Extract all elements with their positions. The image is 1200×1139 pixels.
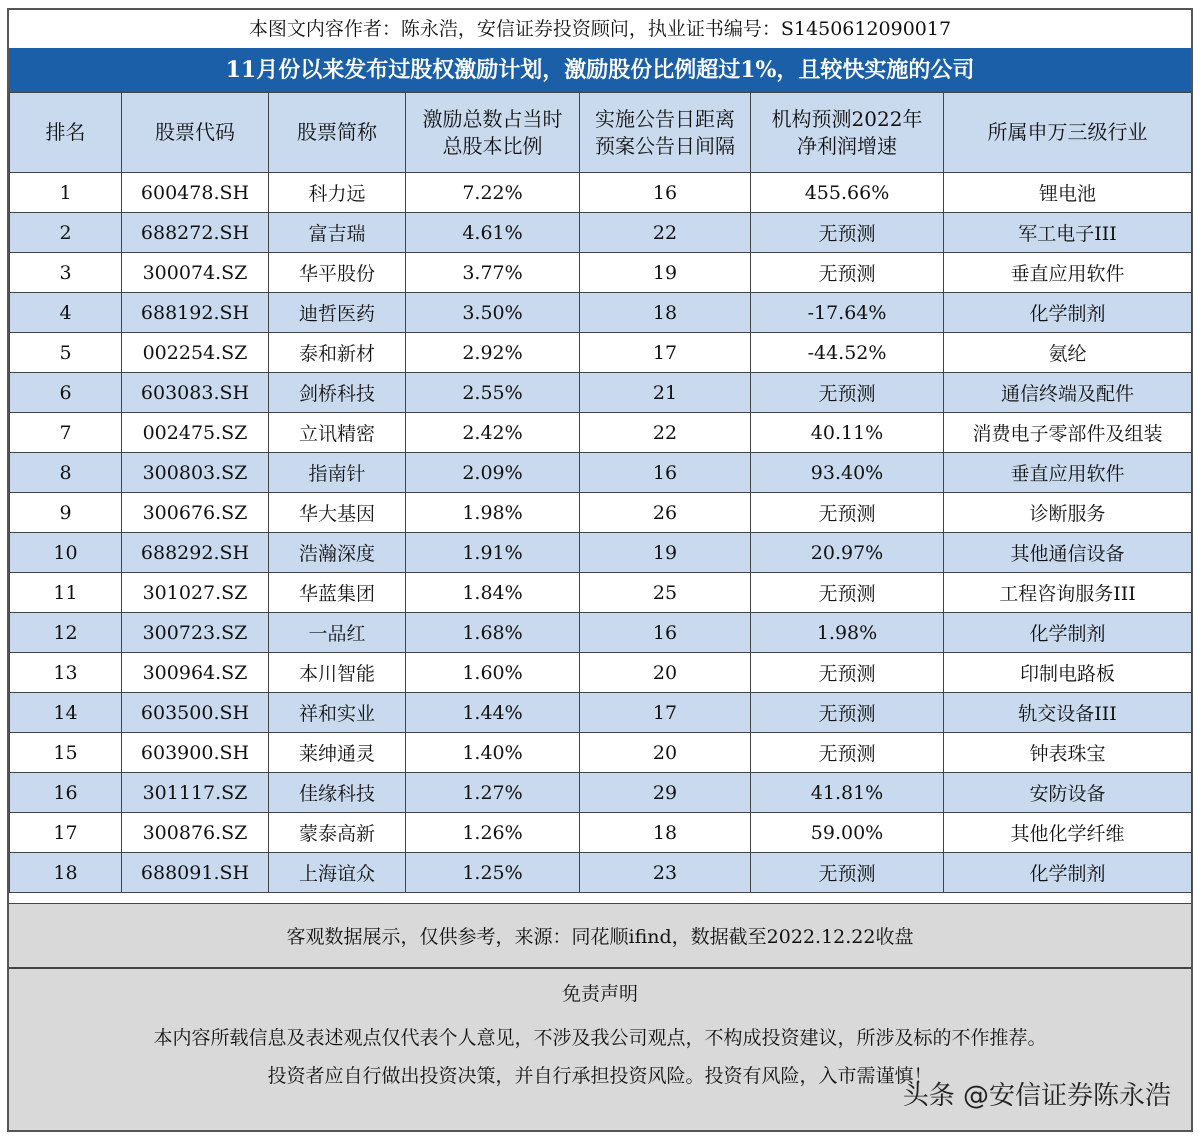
table-cell: 其他化学纤维	[944, 813, 1192, 853]
table-cell: 垂直应用软件	[944, 453, 1192, 493]
table-row	[10, 733, 1192, 773]
table-cell: 蒙泰高新	[269, 813, 406, 853]
table-cell: 13	[10, 653, 122, 693]
table-cell: 7.22%	[406, 173, 580, 213]
table-row	[10, 453, 1192, 493]
table-cell: 泰和新材	[269, 333, 406, 373]
disclaimer-title: 免责声明	[561, 983, 638, 1005]
table-cell: 10	[10, 533, 122, 573]
column-header	[751, 93, 944, 173]
table-cell: 印制电路板	[944, 653, 1192, 693]
table-cell: 1.98%	[751, 613, 944, 653]
table-cell: 化学制剂	[944, 613, 1192, 653]
table-cell: 1.68%	[406, 613, 580, 653]
source-note: 客观数据展示，仅供参考，来源：同花顺ifind，数据截至2022.12.22收盘	[9, 903, 1191, 969]
column-header-text: 激励总数占当时	[422, 106, 563, 131]
table-cell: 6	[10, 373, 122, 413]
table-cell: 1	[10, 173, 122, 213]
table-cell: 本川智能	[269, 653, 406, 693]
table-cell: 无预测	[751, 253, 944, 293]
table-cell: 无预测	[751, 573, 944, 613]
column-header-text: 排名	[45, 120, 86, 144]
table-cell: 8	[10, 453, 122, 493]
table-cell: 佳缘科技	[269, 773, 406, 813]
table-row	[10, 773, 1192, 813]
table-cell: 18	[10, 853, 122, 893]
table-cell: 祥和实业	[269, 693, 406, 733]
table-cell: 688091.SH	[122, 853, 269, 893]
table-cell: 17	[10, 813, 122, 853]
table-cell: 301117.SZ	[122, 773, 269, 813]
table-cell: 无预测	[751, 213, 944, 253]
table-cell: 300964.SZ	[122, 653, 269, 693]
table-row	[10, 413, 1192, 453]
table-row	[10, 373, 1192, 413]
table-cell: 300803.SZ	[122, 453, 269, 493]
table-cell: 603083.SH	[122, 373, 269, 413]
table-cell: 002254.SZ	[122, 333, 269, 373]
table-cell: 19	[580, 253, 751, 293]
table-cell: 600478.SH	[122, 173, 269, 213]
table-cell: 603900.SH	[122, 733, 269, 773]
table-cell: 工程咨询服务III	[944, 573, 1192, 613]
table-row	[10, 853, 1192, 893]
table-cell: 23	[580, 853, 751, 893]
table-row	[10, 573, 1192, 613]
table-cell: 29	[580, 773, 751, 813]
table-cell: 3	[10, 253, 122, 293]
table-body	[10, 173, 1192, 893]
table-cell: 22	[580, 413, 751, 453]
table-cell: 455.66%	[751, 173, 944, 213]
table-cell: 3.50%	[406, 293, 580, 333]
column-header	[122, 93, 269, 173]
table-cell: 诊断服务	[944, 493, 1192, 533]
table-cell: 301027.SZ	[122, 573, 269, 613]
table-cell: 93.40%	[751, 453, 944, 493]
table-row	[10, 693, 1192, 733]
header-row	[10, 93, 1192, 173]
table-cell: 20.97%	[751, 533, 944, 573]
table-cell: 锂电池	[944, 173, 1192, 213]
column-header-text: 所属申万三级行业	[987, 120, 1148, 144]
table-cell: 1.40%	[406, 733, 580, 773]
column-header-text: 股票代码	[155, 120, 235, 144]
table-cell: 钟表珠宝	[944, 733, 1192, 773]
table-cell: 16	[580, 173, 751, 213]
table-cell: 300723.SZ	[122, 613, 269, 653]
table-cell: 300876.SZ	[122, 813, 269, 853]
table-cell: 688292.SH	[122, 533, 269, 573]
table-cell: 1.84%	[406, 573, 580, 613]
table-cell: 华大基因	[269, 493, 406, 533]
table-cell: 无预测	[751, 373, 944, 413]
table-cell: 17	[580, 693, 751, 733]
table-cell: 华蓝集团	[269, 573, 406, 613]
table-cell: 无预测	[751, 733, 944, 773]
table-cell: 轨交设备III	[944, 693, 1192, 733]
table-cell: 20	[580, 733, 751, 773]
table-row	[10, 533, 1192, 573]
table-cell: 40.11%	[751, 413, 944, 453]
column-header	[10, 93, 122, 173]
table-cell: 15	[10, 733, 122, 773]
table-cell: 16	[10, 773, 122, 813]
table-cell: 11	[10, 573, 122, 613]
table-cell: 1.25%	[406, 853, 580, 893]
table-cell: 迪哲医药	[269, 293, 406, 333]
column-header	[269, 93, 406, 173]
table-cell: 无预测	[751, 693, 944, 733]
table-cell: 4.61%	[406, 213, 580, 253]
table-cell: 603500.SH	[122, 693, 269, 733]
table-cell: 4	[10, 293, 122, 333]
table-cell: 2.09%	[406, 453, 580, 493]
table-cell: 安防设备	[944, 773, 1192, 813]
table-cell: -44.52%	[751, 333, 944, 373]
table-cell: 5	[10, 333, 122, 373]
table-cell: 18	[580, 813, 751, 853]
table-cell: 无预测	[751, 493, 944, 533]
column-header-text: 预案公告日间隔	[595, 133, 735, 158]
table-cell: 1.44%	[406, 693, 580, 733]
table-cell: 浩瀚深度	[269, 533, 406, 573]
table-cell: 688272.SH	[122, 213, 269, 253]
table-cell: 17	[580, 333, 751, 373]
table-cell: 1.26%	[406, 813, 580, 853]
table-frame	[7, 8, 1193, 1132]
table-cell: 2	[10, 213, 122, 253]
table-cell: 氨纶	[944, 333, 1192, 373]
table-cell: 化学制剂	[944, 293, 1192, 333]
table-cell: 3.77%	[406, 253, 580, 293]
table-cell: 垂直应用软件	[944, 253, 1192, 293]
table-row	[10, 333, 1192, 373]
table-cell: 20	[580, 653, 751, 693]
table-cell: 1.27%	[406, 773, 580, 813]
table-cell: 一品红	[269, 613, 406, 653]
table-cell: 其他通信设备	[944, 533, 1192, 573]
table-cell: 通信终端及配件	[944, 373, 1192, 413]
column-header	[944, 93, 1192, 173]
incentive-table	[9, 92, 1192, 893]
table-cell: 上海谊众	[269, 853, 406, 893]
table-row	[10, 493, 1192, 533]
table-cell: 9	[10, 493, 122, 533]
table-cell: 59.00%	[751, 813, 944, 853]
table-cell: 1.60%	[406, 653, 580, 693]
table-cell: 21	[580, 373, 751, 413]
table-cell: 22	[580, 213, 751, 253]
table-cell: 16	[580, 453, 751, 493]
author-line: 本图文内容作者：陈永浩，安信证券投资顾问，执业证书编号：S1450612090017	[9, 10, 1191, 50]
table-title: 11月份以来发布过股权激励计划，激励股份比例超过1%，且较快实施的公司	[9, 48, 1191, 94]
table-cell: 688192.SH	[122, 293, 269, 333]
table-row	[10, 813, 1192, 853]
column-header-text: 净利润增速	[797, 133, 897, 158]
table-cell: 立讯精密	[269, 413, 406, 453]
column-header-text: 股票简称	[297, 120, 377, 144]
table-row	[10, 293, 1192, 333]
table-cell: 富吉瑞	[269, 213, 406, 253]
column-header-text: 总股本比例	[442, 133, 543, 158]
table-row	[10, 613, 1192, 653]
column-header	[406, 93, 580, 173]
table-cell: 无预测	[751, 653, 944, 693]
table-cell: 消费电子零部件及组装	[944, 413, 1192, 453]
table-cell: 2.55%	[406, 373, 580, 413]
table-cell: 002475.SZ	[122, 413, 269, 453]
table-cell: 化学制剂	[944, 853, 1192, 893]
table-cell: 指南针	[269, 453, 406, 493]
table-cell: 科力远	[269, 173, 406, 213]
table-cell: 华平股份	[269, 253, 406, 293]
table-cell: 2.92%	[406, 333, 580, 373]
table-cell: 26	[580, 493, 751, 533]
table-row	[10, 253, 1192, 293]
table-row	[10, 213, 1192, 253]
table-cell: 300676.SZ	[122, 493, 269, 533]
table-cell: 25	[580, 573, 751, 613]
table-cell: 1.98%	[406, 493, 580, 533]
table-cell: 18	[580, 293, 751, 333]
disclaimer-line: 投资者应自行做出投资决策，并自行承担投资风险。投资有风险，入市需谨慎！	[267, 1065, 933, 1087]
table-cell: 莱绅通灵	[269, 733, 406, 773]
table-cell: -17.64%	[751, 293, 944, 333]
watermark: 头条 @安信证券陈永浩	[902, 1081, 1171, 1111]
table-cell: 300074.SZ	[122, 253, 269, 293]
table-cell: 军工电子III	[944, 213, 1192, 253]
table-cell: 2.42%	[406, 413, 580, 453]
table-cell: 19	[580, 533, 751, 573]
table-cell: 16	[580, 613, 751, 653]
disclaimer-line: 本内容所载信息及表述观点仅代表个人意见，不涉及我公司观点，不构成投资建议，所涉及标的不作推荐。	[153, 1027, 1047, 1049]
column-header-text: 实施公告日距离	[595, 106, 735, 131]
table-cell: 7	[10, 413, 122, 453]
table-cell: 14	[10, 693, 122, 733]
table-cell: 1.91%	[406, 533, 580, 573]
column-header	[580, 93, 751, 173]
table-cell: 剑桥科技	[269, 373, 406, 413]
table-cell: 41.81%	[751, 773, 944, 813]
table-row	[10, 653, 1192, 693]
table-row	[10, 173, 1192, 213]
table-cell: 12	[10, 613, 122, 653]
table-cell: 无预测	[751, 853, 944, 893]
column-header-text: 机构预测2022年	[771, 106, 923, 131]
